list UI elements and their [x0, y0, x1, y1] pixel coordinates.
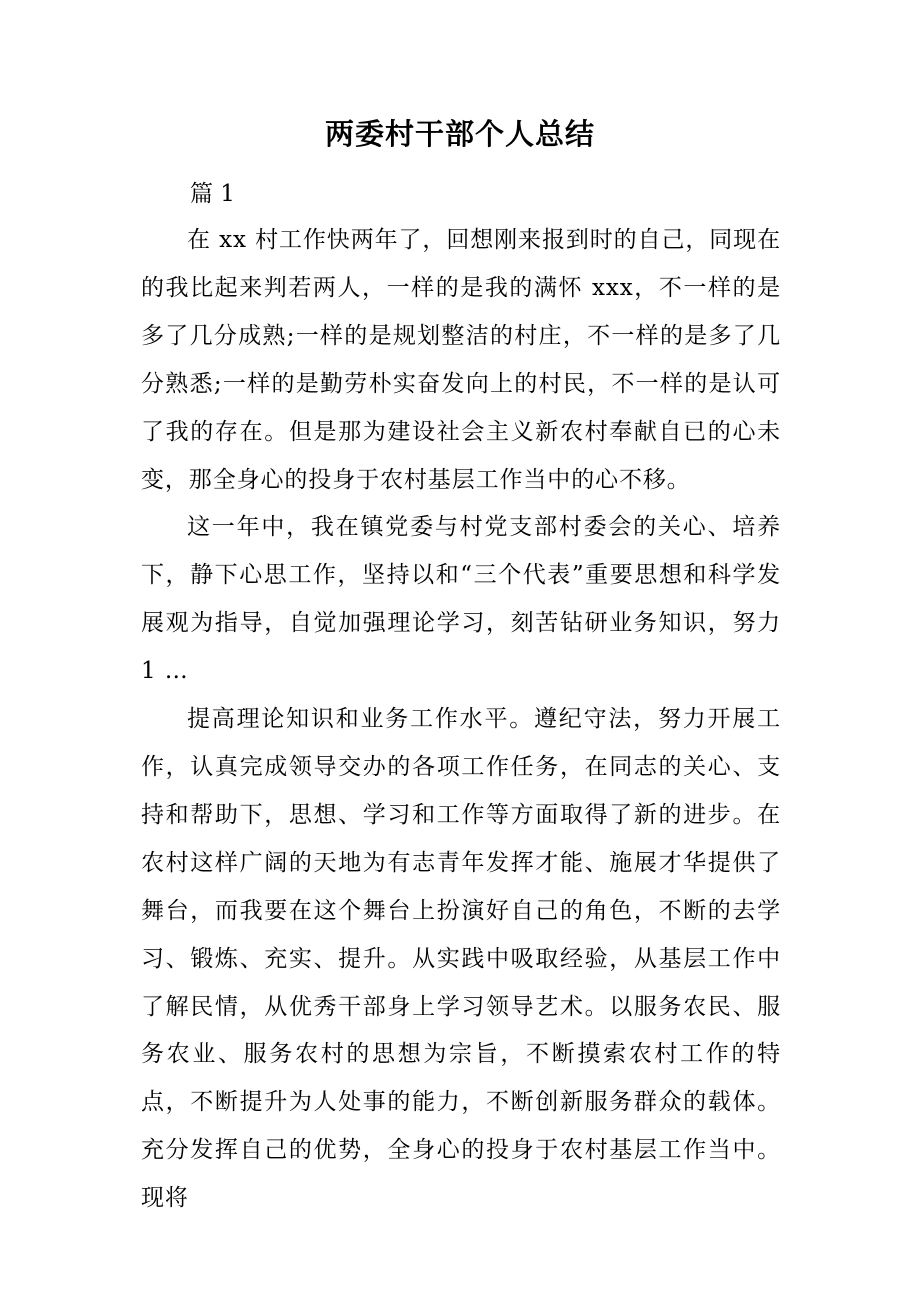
document-body: [141, 217, 781, 1223]
paragraph-2: 这一年中，我在镇党委与村党支部村委会的关心、培养下，静下心思工作，坚持以和“三个代表”重要思想和科学发展观为指导，自觉加强理论学习，刻苦钻研业务知识，努力 1 …: [141, 514, 781, 685]
section-label: 篇 1: [190, 181, 235, 207]
document-title: 两委村干部个人总结: [324, 117, 595, 151]
paragraph-3: 提高理论知识和业务工作水平。遵纪守法，努力开展工作，认真完成领导交办的各项工作任务，在同志的关心、支持和帮助下，思想、学习和工作等方面取得了新的进步。在农村这样广阔的天地为有志青年发挥才能、施展才华提供了舞台，而我要在这个舞台上扮演好自己的角色，不断的去学习、锻炼、充实、提升。从实践中吸取经验，从基层工作中了解民情，从优秀干部身上学习领导艺术。以服务农民、服务农业、服务农村的思想为宗旨，不断摸索农村工作的特点，不断提升为人处事的能力，不断创新服务群众的载体。充分发挥自己的优势，全身心的投身于农村基层工作当中。现将: [141, 706, 781, 1212]
paragraph-1: 在 xx 村工作快两年了，回想刚来报到时的自己，同现在的我比起来判若两人，一样的是我的满怀 xxx，不一样的是多了几分成熟;一样的是规划整洁的村庄，不一样的是多了几分熟悉;一样的是勤劳朴实奋发向上的村民，不一样的是认可了我的存在。但是那为建设社会主义新农村奉献自已的心未变，那全身心的投身于农村基层工作当中的心不移。: [141, 227, 781, 493]
